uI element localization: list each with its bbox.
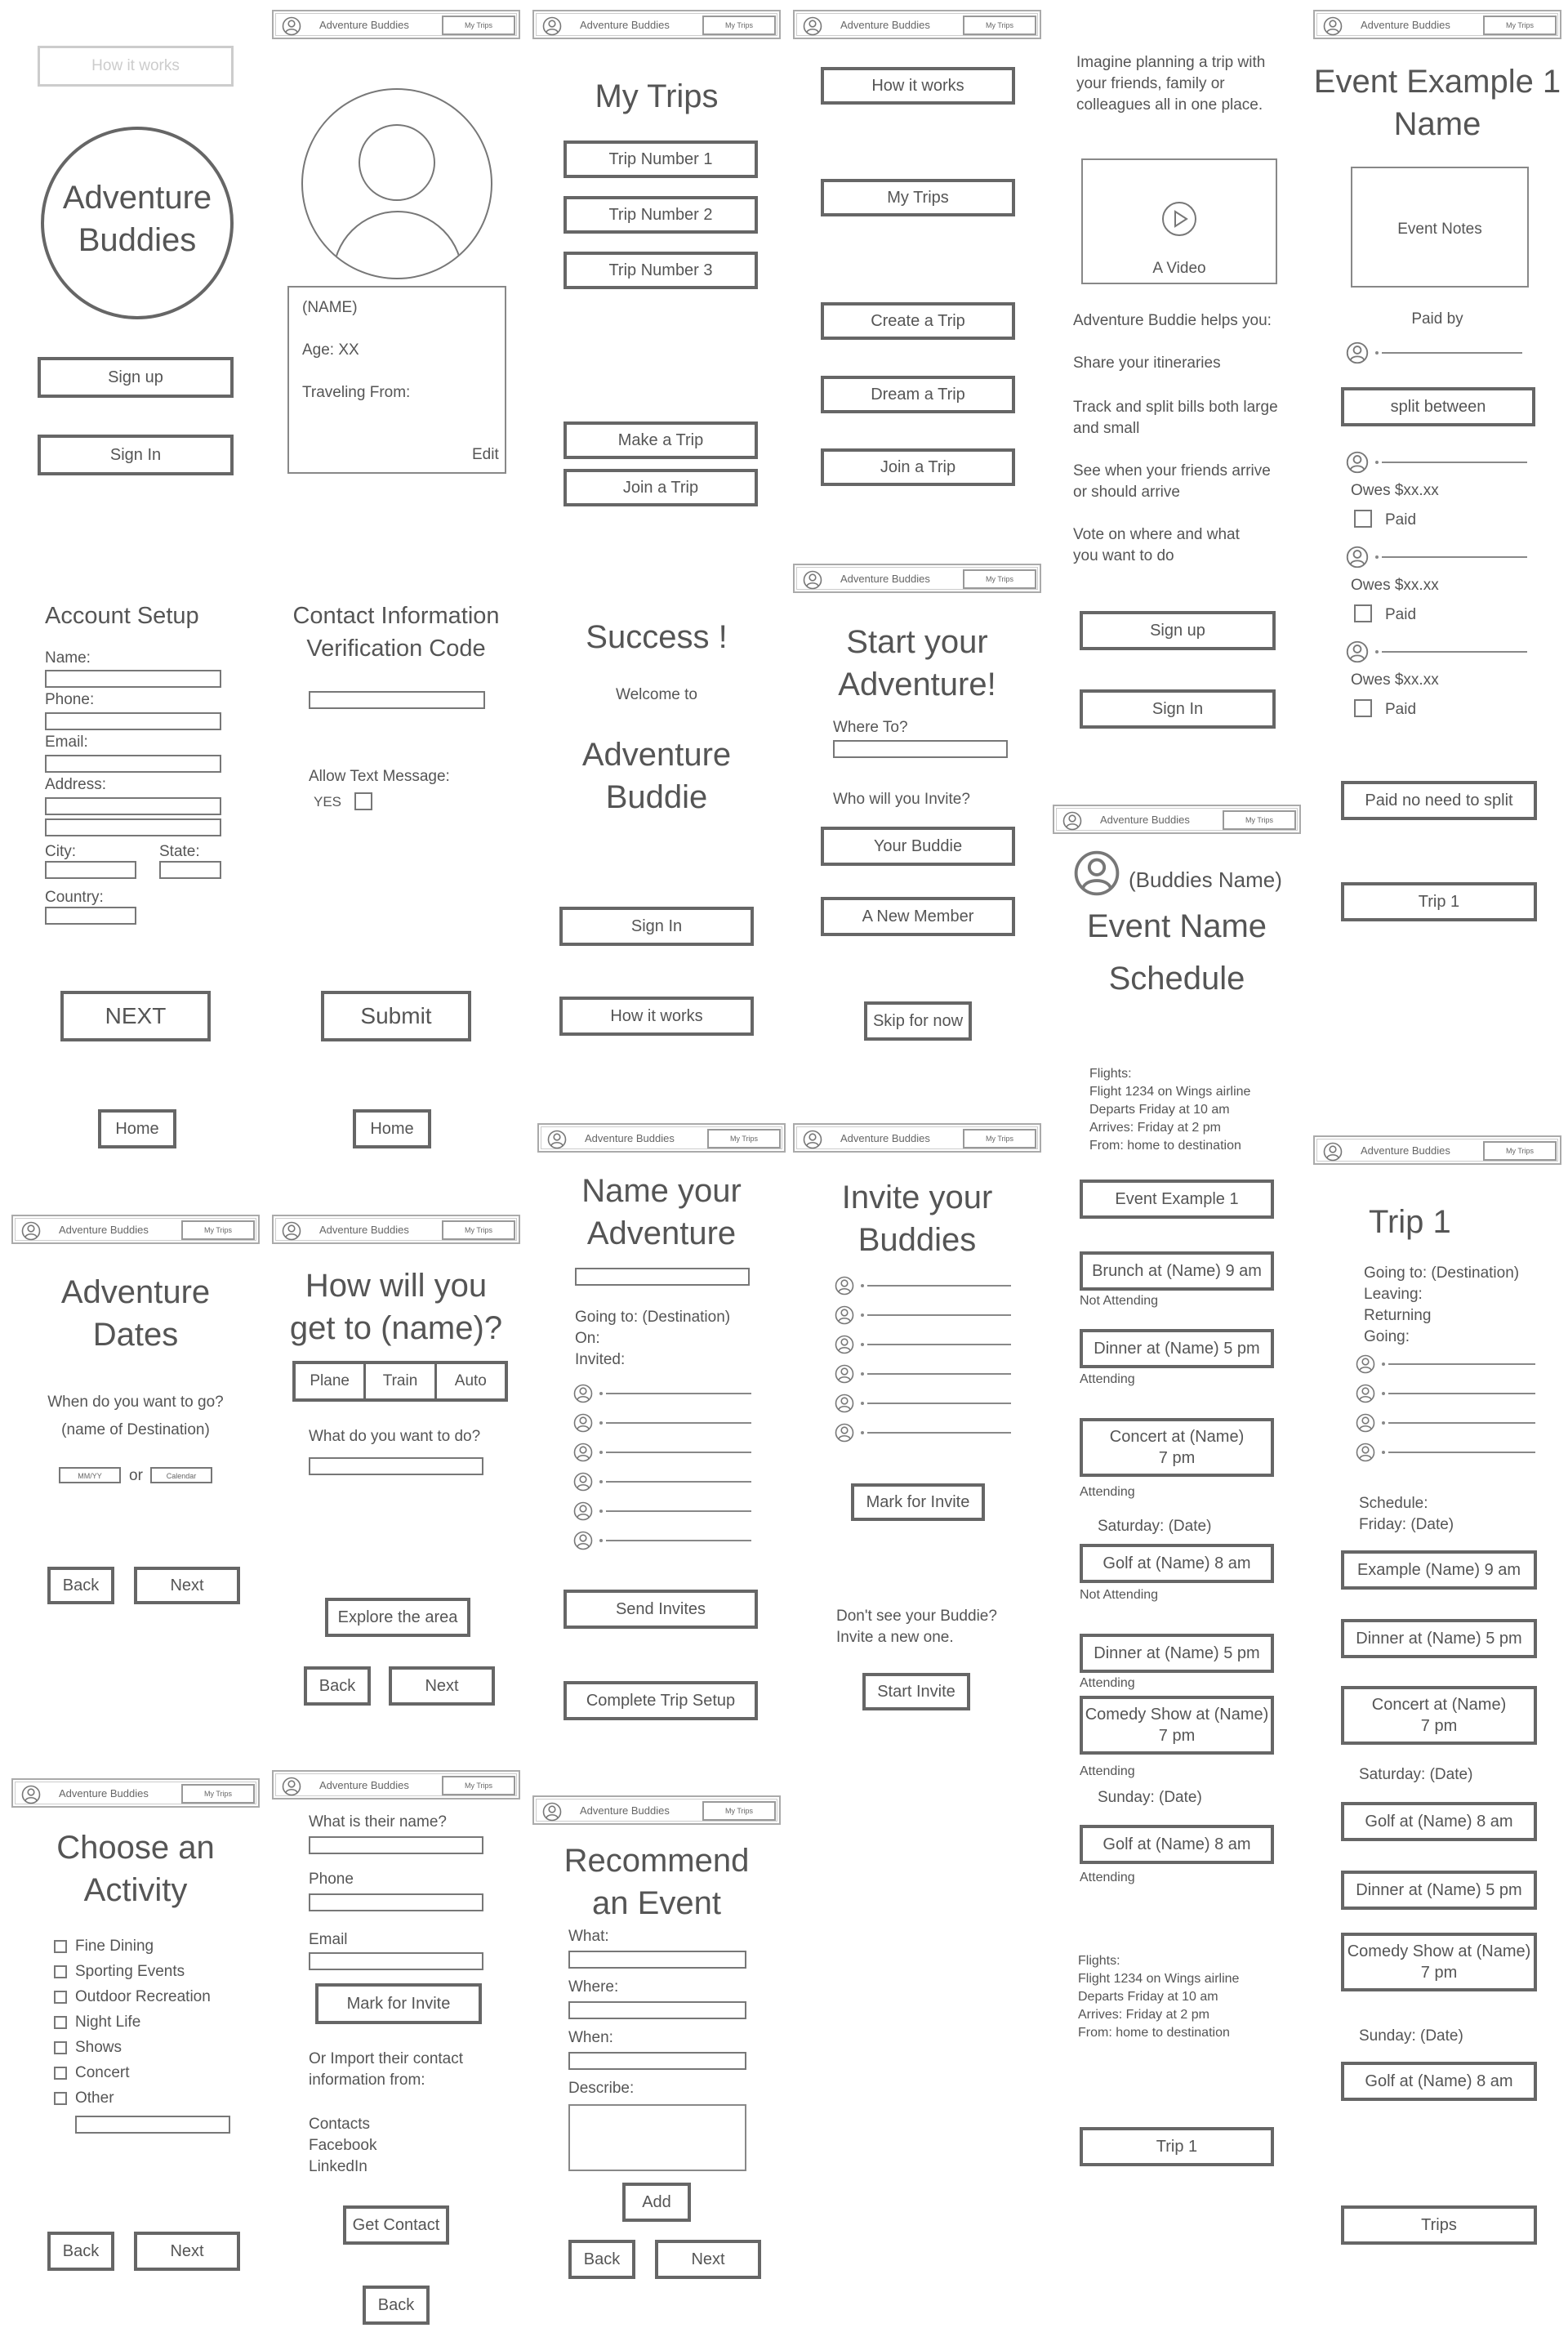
activity-label: Shows xyxy=(75,2039,122,2056)
app-header xyxy=(537,1123,786,1153)
menu-create-a-trip[interactable]: Create a Trip xyxy=(821,302,1015,340)
person-icon xyxy=(1346,546,1369,569)
person-icon xyxy=(573,1472,593,1492)
paid-label: Paid xyxy=(1385,606,1417,623)
next-button[interactable]: NEXT xyxy=(60,991,211,1041)
profile-name: (NAME) xyxy=(302,299,358,316)
my-trips-button[interactable]: My Trips xyxy=(1223,810,1296,830)
event-button[interactable]: Brunch at (Name) 9 am xyxy=(1080,1251,1274,1291)
app-header xyxy=(793,1123,1041,1153)
title-line-1: Start your xyxy=(846,624,988,660)
start-invite-button[interactable]: Start Invite xyxy=(862,1673,970,1710)
person-icon xyxy=(1346,640,1369,663)
where-to-label: Where To? xyxy=(833,719,908,736)
activity-checkbox-sporting-events[interactable] xyxy=(54,1965,67,1978)
paid-label: Paid xyxy=(1385,701,1417,718)
app-header xyxy=(532,10,781,39)
my-trips-button[interactable]: My Trips xyxy=(181,1784,255,1804)
sunday-label: Sunday: (Date) xyxy=(1359,2027,1463,2045)
profile-photo[interactable] xyxy=(301,88,492,279)
sign-up-button[interactable]: Sign up xyxy=(38,357,234,398)
event-title-line-1: Event Example 1 xyxy=(1313,64,1561,100)
person-icon xyxy=(1346,341,1369,364)
import-sources xyxy=(309,2114,376,2178)
attendance-status: Attending xyxy=(1080,1676,1135,1690)
buddy-avatar-icon xyxy=(1073,850,1120,897)
feature-item: See when your friends arrive or should arrive xyxy=(1073,462,1271,501)
event-button[interactable]: Concert at (Name) 7 pm xyxy=(1080,1418,1274,1477)
allow-text-label: Allow Text Message: xyxy=(309,768,450,785)
app-title: Adventure Buddies xyxy=(585,1132,675,1144)
event-example-button[interactable]: Event Example 1 xyxy=(1080,1180,1274,1219)
app-header xyxy=(11,1215,260,1244)
transport-plane[interactable]: Plane xyxy=(296,1364,366,1398)
event-button[interactable]: Comedy Show at (Name) 7 pm xyxy=(1341,1933,1537,1991)
app-title: Adventure Buddies xyxy=(1361,1144,1450,1157)
verification-code-input[interactable] xyxy=(309,691,485,709)
what-input[interactable] xyxy=(568,1951,746,1969)
explore-button[interactable]: Explore the area xyxy=(325,1598,470,1637)
my-trips-button[interactable]: My Trips xyxy=(963,16,1036,35)
activity-label: Outdoor Recreation xyxy=(75,1988,211,2005)
country-label: Country: xyxy=(45,889,104,906)
yes-label: YES xyxy=(314,794,342,809)
phone-input[interactable] xyxy=(45,712,221,730)
trips-button[interactable]: Trips xyxy=(1341,2205,1537,2245)
sign-up-button[interactable]: Sign up xyxy=(1080,611,1276,650)
activity-label: Fine Dining xyxy=(75,1938,154,1955)
mark-for-invite-button[interactable]: Mark for Invite xyxy=(851,1483,985,1521)
activity-label: Sporting Events xyxy=(75,1963,185,1980)
my-trips-button[interactable]: My Trips xyxy=(442,1220,515,1240)
split-between-button[interactable]: split between xyxy=(1341,387,1535,426)
destination-hint: (name of Destination) xyxy=(61,1421,210,1438)
event-button[interactable]: Golf at (Name) 8 am xyxy=(1080,1544,1274,1583)
their-name-label: What is their name? xyxy=(309,1813,447,1831)
activity-checkbox-fine-dining[interactable] xyxy=(54,1940,67,1953)
title-line-1: Invite your xyxy=(841,1180,993,1215)
contacts-link[interactable]: Contacts xyxy=(309,2116,370,2133)
feature-item: Share your itineraries xyxy=(1073,355,1221,372)
app-title: Adventure Buddies xyxy=(580,1804,670,1817)
menu-my-trips[interactable]: My Trips xyxy=(821,179,1015,216)
app-title: Adventure Buddies xyxy=(1361,19,1450,31)
paid-no-split-button[interactable]: Paid no need to split xyxy=(1341,781,1537,820)
join-a-trip-button[interactable]: Join a Trip xyxy=(564,469,758,506)
title-line-1: Adventure xyxy=(60,1274,211,1310)
title-line-1: Choose an xyxy=(56,1830,215,1866)
allow-text-checkbox[interactable] xyxy=(354,792,372,810)
app-title: Adventure Buddies xyxy=(840,1132,930,1144)
app-title: Adventure Buddies xyxy=(840,573,930,585)
address-input-1[interactable] xyxy=(45,797,221,815)
app-header xyxy=(272,10,520,39)
add-button[interactable]: Add xyxy=(622,2183,691,2222)
event-title-line-2: Name xyxy=(1393,106,1481,142)
user-avatar-icon[interactable] xyxy=(282,1221,301,1241)
home-button[interactable]: Home xyxy=(353,1109,431,1148)
when-label: When: xyxy=(568,2029,613,2046)
intro-text: Imagine planning a trip with your friends, family or colleagues all in one place. xyxy=(1076,54,1266,114)
your-buddie-button[interactable]: Your Buddie xyxy=(821,827,1015,866)
skip-button[interactable]: Skip for now xyxy=(864,1001,972,1041)
trip-1-button[interactable]: Trip 1 xyxy=(1341,882,1537,921)
phone-input[interactable] xyxy=(309,1893,483,1911)
event-button[interactable]: Dinner at (Name) 5 pm xyxy=(1341,1871,1537,1910)
paid-checkbox[interactable] xyxy=(1354,604,1372,622)
my-trips-button[interactable]: My Trips xyxy=(963,1129,1036,1148)
profile-age: Age: XX xyxy=(302,341,359,359)
where-to-input[interactable] xyxy=(833,740,1008,758)
app-header xyxy=(11,1778,260,1808)
trip-details: Going to: (Destination) Leaving: Returning Going: xyxy=(1364,1264,1520,1345)
activity-label: Concert xyxy=(75,2064,130,2081)
trip-button-3[interactable]: Trip Number 3 xyxy=(564,252,758,289)
event-button[interactable]: Dinner at (Name) 5 pm xyxy=(1080,1634,1274,1673)
get-contact-button[interactable]: Get Contact xyxy=(343,2205,449,2245)
event-notes-label: Event Notes xyxy=(1397,221,1482,238)
trip-button-2[interactable]: Trip Number 2 xyxy=(564,196,758,234)
my-trips-button[interactable]: My Trips xyxy=(707,1129,781,1148)
title-line-1: Event Name xyxy=(1086,908,1267,944)
owes-amount: Owes $xx.xx xyxy=(1351,482,1439,499)
title-line-2: Schedule xyxy=(1108,961,1245,997)
title-line-1: How will you xyxy=(305,1268,488,1304)
activity-input[interactable] xyxy=(309,1457,483,1475)
my-trips-button[interactable]: My Trips xyxy=(702,16,776,35)
paid-checkbox[interactable] xyxy=(1354,699,1372,717)
describe-textarea[interactable] xyxy=(568,2104,746,2171)
success-title: Success ! xyxy=(586,619,728,655)
menu-dream-a-trip[interactable]: Dream a Trip xyxy=(821,376,1015,413)
app-title: Adventure Buddies xyxy=(1100,814,1190,826)
person-icon[interactable] xyxy=(835,1423,854,1443)
user-avatar-icon[interactable] xyxy=(803,570,822,590)
person-icon xyxy=(573,1443,593,1462)
owes-amount: Owes $xx.xx xyxy=(1351,671,1439,689)
event-button[interactable]: Golf at (Name) 8 am xyxy=(1341,2062,1537,2101)
person-icon[interactable] xyxy=(835,1305,854,1325)
event-button[interactable]: Dinner at (Name) 5 pm xyxy=(1341,1619,1537,1658)
state-input[interactable] xyxy=(159,861,221,879)
date-input[interactable]: MM/YY xyxy=(59,1467,121,1483)
my-trips-button[interactable]: My Trips xyxy=(442,16,515,35)
submit-button[interactable]: Submit xyxy=(321,991,471,1041)
attendance-status: Not Attending xyxy=(1080,1588,1159,1602)
make-a-trip-button[interactable]: Make a Trip xyxy=(564,421,758,459)
edit-profile-link[interactable]: Edit xyxy=(472,446,499,463)
person-icon xyxy=(1356,1384,1375,1403)
facebook-link[interactable]: Facebook xyxy=(309,2137,377,2154)
sunday-label: Sunday: (Date) xyxy=(1098,1789,1202,1806)
sign-in-button[interactable]: Sign In xyxy=(559,907,754,946)
when-input[interactable] xyxy=(568,2052,746,2070)
attendance-status: Attending xyxy=(1080,1372,1135,1386)
menu-how-it-works[interactable]: How it works xyxy=(821,67,1015,105)
home-button[interactable]: Home xyxy=(98,1109,176,1148)
logo-line-1: Adventure xyxy=(62,180,212,216)
my-trips-button[interactable]: My Trips xyxy=(181,1220,255,1240)
my-trips-button[interactable]: My Trips xyxy=(1483,1141,1557,1161)
address-input-2[interactable] xyxy=(45,818,221,836)
flight-info: Flights: Flight 1234 on Wings airline Departs Friday at 10 am Arrives: Friday at 2 pm From: home to destination xyxy=(1078,1954,1240,2040)
user-avatar-icon[interactable] xyxy=(282,1777,301,1796)
video-label: A Video xyxy=(1152,260,1206,277)
feature-item: Vote on where and what you want to do xyxy=(1073,526,1240,564)
linkedin-link[interactable]: LinkedIn xyxy=(309,2158,368,2175)
how-it-works-button[interactable]: How it works xyxy=(38,46,234,87)
next-button[interactable]: Next xyxy=(655,2240,761,2279)
flight-info: Flights: Flight 1234 on Wings airline Departs Friday at 10 am Arrives: Friday at 2 pm From: home to destination xyxy=(1089,1067,1251,1153)
page-title: Trip 1 xyxy=(1369,1204,1451,1240)
title-line-2: Verification Code xyxy=(306,636,486,662)
attendance-status: Attending xyxy=(1080,1485,1135,1499)
app-header xyxy=(1053,805,1301,834)
activity-checkbox-night-life[interactable] xyxy=(54,2016,67,2029)
user-avatar-icon[interactable] xyxy=(1323,1142,1343,1162)
paid-by-label: Paid by xyxy=(1411,310,1463,328)
where-input[interactable] xyxy=(568,2001,746,2019)
my-trips-button[interactable]: My Trips xyxy=(1483,16,1557,35)
email-label: Email: xyxy=(45,734,88,751)
sign-in-button[interactable]: Sign In xyxy=(1080,689,1276,729)
import-text: Or Import their contact information from: xyxy=(309,2050,464,2089)
name-label: Name: xyxy=(45,649,91,667)
app-title: Adventure Buddies xyxy=(840,19,930,31)
trip-details: Going to: (Destination) On: Invited: xyxy=(575,1309,731,1368)
app-header xyxy=(793,10,1041,39)
person-icon xyxy=(1356,1443,1375,1462)
event-button[interactable]: Example (Name) 9 am xyxy=(1341,1550,1537,1590)
app-title: Adventure Buddies xyxy=(580,19,670,31)
feature-item: Track and split bills both large and small xyxy=(1073,399,1278,437)
transport-auto[interactable]: Auto xyxy=(454,1372,487,1389)
next-button[interactable]: Next xyxy=(134,1567,240,1604)
transport-train[interactable]: Train xyxy=(366,1364,436,1398)
email-input[interactable] xyxy=(45,755,221,773)
what-label: What: xyxy=(568,1928,609,1945)
when-question: When do you want to go? xyxy=(47,1394,224,1411)
attendance-status: Not Attending xyxy=(1080,1294,1159,1308)
menu-join-a-trip[interactable]: Join a Trip xyxy=(821,448,1015,486)
logo-line-2: Buddies xyxy=(78,222,197,258)
brand-line-1: Adventure xyxy=(581,737,732,773)
my-trips-button[interactable]: My Trips xyxy=(963,569,1036,589)
transport-selector xyxy=(292,1361,508,1402)
person-icon xyxy=(573,1413,593,1433)
person-icon[interactable] xyxy=(835,1276,854,1296)
other-activity-input[interactable] xyxy=(75,2116,230,2134)
person-icon[interactable] xyxy=(835,1335,854,1354)
what-do-label: What do you want to do? xyxy=(309,1428,481,1445)
user-avatar-icon[interactable] xyxy=(803,16,822,36)
or-label: or xyxy=(129,1467,143,1484)
calendar-picker[interactable]: Calendar xyxy=(150,1467,212,1483)
title-line-2: Activity xyxy=(83,1872,188,1908)
helps-heading: Adventure Buddie helps you: xyxy=(1073,312,1272,329)
buddy-name: (Buddies Name) xyxy=(1129,867,1282,892)
my-trips-button[interactable]: My Trips xyxy=(702,1801,776,1821)
address-label: Address: xyxy=(45,776,106,793)
back-button[interactable]: Back xyxy=(568,2240,635,2279)
title-line-2: an Event xyxy=(592,1885,721,1921)
back-button[interactable]: Back xyxy=(47,1567,114,1604)
app-header xyxy=(272,1770,520,1800)
back-button[interactable]: Back xyxy=(47,2232,114,2271)
my-trips-button[interactable]: My Trips xyxy=(442,1776,515,1795)
person-icon xyxy=(1356,1354,1375,1374)
event-button[interactable]: Concert at (Name) 7 pm xyxy=(1341,1686,1537,1745)
profile-traveling-from: Traveling From: xyxy=(302,384,411,401)
complete-setup-button[interactable]: Complete Trip Setup xyxy=(564,1681,758,1720)
attendance-status: Attending xyxy=(1080,1871,1135,1884)
event-button[interactable]: Golf at (Name) 8 am xyxy=(1341,1802,1537,1841)
title-line-1: Recommend xyxy=(564,1843,750,1879)
user-avatar-icon[interactable] xyxy=(542,1802,562,1822)
back-button[interactable]: Back xyxy=(363,2286,430,2325)
activity-label: Night Life xyxy=(75,2014,141,2031)
app-title: Adventure Buddies xyxy=(319,1224,409,1236)
who-invite-label: Who will you Invite? xyxy=(833,791,970,808)
name-input[interactable] xyxy=(45,670,221,688)
user-avatar-icon[interactable] xyxy=(1062,811,1082,831)
trip-button-1[interactable]: Trip Number 1 xyxy=(564,140,758,178)
user-avatar-icon[interactable] xyxy=(1323,16,1343,36)
person-icon xyxy=(1356,1413,1375,1433)
describe-label: Describe: xyxy=(568,2080,635,2097)
user-avatar-icon[interactable] xyxy=(21,1221,41,1241)
user-avatar-icon[interactable] xyxy=(542,16,562,36)
event-button[interactable]: Comedy Show at (Name) 7 pm xyxy=(1080,1696,1274,1755)
trip-1-button[interactable]: Trip 1 xyxy=(1080,2127,1274,2166)
phone-label: Phone xyxy=(309,1871,354,1888)
person-icon xyxy=(1346,451,1369,474)
app-title: Adventure Buddies xyxy=(59,1224,149,1236)
title-line-2: Adventure! xyxy=(838,667,996,702)
paid-label: Paid xyxy=(1385,511,1417,528)
how-it-works-button[interactable]: How it works xyxy=(559,997,754,1036)
person-icon xyxy=(573,1384,593,1403)
saturday-label: Saturday: (Date) xyxy=(1359,1766,1473,1783)
activity-checkbox-outdoor-recreation[interactable] xyxy=(54,1991,67,2004)
user-avatar-icon[interactable] xyxy=(21,1785,41,1804)
back-button[interactable]: Back xyxy=(304,1666,371,1706)
country-input[interactable] xyxy=(45,907,136,925)
app-title: Adventure Buddies xyxy=(59,1787,149,1800)
email-input[interactable] xyxy=(309,1952,483,1970)
schedule-heading: Schedule: Friday: (Date) xyxy=(1359,1495,1454,1533)
user-avatar-icon[interactable] xyxy=(803,1130,822,1149)
app-header xyxy=(793,564,1041,593)
app-header xyxy=(272,1215,520,1244)
next-button[interactable]: Next xyxy=(389,1666,495,1706)
brand-line-2: Buddie xyxy=(605,779,708,815)
state-label: State: xyxy=(159,843,200,860)
saturday-label: Saturday: (Date) xyxy=(1098,1518,1212,1535)
next-button[interactable]: Next xyxy=(134,2232,240,2271)
page-title: My Trips xyxy=(595,78,719,114)
phone-label: Phone: xyxy=(45,691,95,708)
title-line-2: get to (name)? xyxy=(289,1310,503,1346)
new-member-button[interactable]: A New Member xyxy=(821,897,1015,936)
person-icon xyxy=(573,1501,593,1521)
owes-amount: Owes $xx.xx xyxy=(1351,577,1439,594)
user-avatar-icon[interactable] xyxy=(282,16,301,36)
city-input[interactable] xyxy=(45,861,136,879)
app-title: Adventure Buddies xyxy=(319,1779,409,1791)
person-icon[interactable] xyxy=(835,1364,854,1384)
activity-label: Other xyxy=(75,2089,114,2107)
activity-checkbox-shows[interactable] xyxy=(54,2041,67,2054)
title-line-2: Adventure xyxy=(586,1215,737,1251)
app-header xyxy=(1313,1135,1561,1165)
title-line-1: Name your xyxy=(581,1173,742,1209)
city-label: City: xyxy=(45,843,76,860)
title-line-2: Dates xyxy=(92,1317,179,1353)
app-header xyxy=(532,1795,781,1825)
app-title: Adventure Buddies xyxy=(319,19,409,31)
attendance-status: Attending xyxy=(1080,1764,1135,1778)
app-header xyxy=(1313,10,1561,39)
event-button[interactable]: Dinner at (Name) 5 pm xyxy=(1080,1329,1274,1368)
activity-checkbox-other[interactable] xyxy=(54,2092,67,2105)
email-label: Email xyxy=(309,1931,348,1948)
send-invites-button[interactable]: Send Invites xyxy=(564,1590,758,1629)
paid-checkbox[interactable] xyxy=(1354,510,1372,528)
welcome-text: Welcome to xyxy=(616,686,697,703)
adventure-name-input[interactable] xyxy=(575,1268,750,1286)
page-title: Account Setup xyxy=(45,603,199,629)
mark-for-invite-button[interactable]: Mark for Invite xyxy=(315,1983,482,2024)
play-icon[interactable] xyxy=(1161,201,1197,237)
user-avatar-icon[interactable] xyxy=(547,1130,567,1149)
person-icon[interactable] xyxy=(835,1394,854,1413)
activity-checkbox-concert[interactable] xyxy=(54,2067,67,2080)
event-button[interactable]: Golf at (Name) 8 am xyxy=(1080,1825,1274,1864)
title-line-1: Contact Information xyxy=(292,603,500,629)
dont-see-text: Don't see your Buddie? Invite a new one. xyxy=(836,1608,997,1646)
person-icon xyxy=(573,1531,593,1550)
title-line-2: Buddies xyxy=(858,1222,977,1258)
sign-in-button[interactable]: Sign In xyxy=(38,435,234,475)
where-label: Where: xyxy=(568,1978,619,1996)
their-name-input[interactable] xyxy=(309,1836,483,1854)
